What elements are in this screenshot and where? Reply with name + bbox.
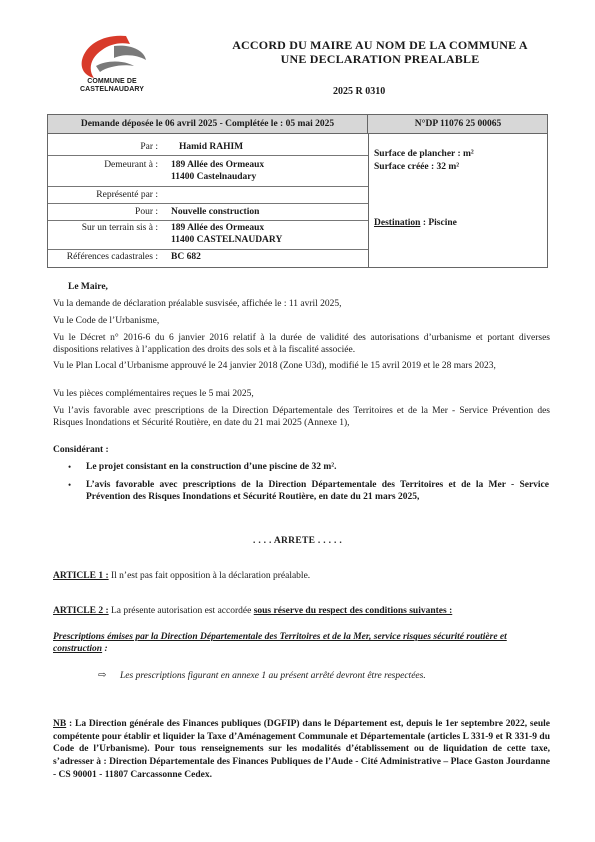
dp-number: N°DP 11076 25 00065	[414, 119, 502, 129]
logo-text-line2: CASTELNAUDARY	[79, 86, 145, 94]
label-demeurant: Demeurant à :	[104, 160, 158, 170]
article2-text: La présente autorisation est accordée	[108, 606, 254, 616]
row-separator	[48, 186, 368, 187]
label-pour: Pour :	[135, 207, 158, 217]
row-separator	[48, 203, 368, 204]
table-header	[48, 115, 547, 134]
title-line1: ACCORD DU MAIRE AU NOM DE LA COMMUNE A	[232, 38, 528, 52]
reference-number: 2025 R 0310	[333, 86, 386, 97]
bullet-icon: •	[68, 462, 72, 472]
prescriptions-title: Prescriptions émises par la Direction Départementale des Territoires et de la Mer, service risques sécurité routière et construction	[53, 632, 507, 654]
article-2	[53, 606, 550, 618]
document-title	[200, 39, 560, 67]
row-separator	[48, 249, 368, 250]
article2-title: ARTICLE 2 :	[53, 606, 109, 616]
value-terrain-line2: 11400 CASTELNAUDARY	[171, 235, 283, 245]
logo-text	[62, 78, 162, 94]
considerant-item-2: L’avis favorable avec prescriptions de la Direction Départementale des Territoires et de la Mer - Service Prévention des Risques Inondations et Sécurité Routière, en date du 21 mars 2025,	[86, 480, 549, 502]
destination-label: Destination	[374, 218, 421, 228]
nb-note	[53, 718, 550, 781]
le-maire: Le Maire,	[68, 282, 108, 292]
logo-text-line1: COMMUNE DE	[87, 78, 137, 85]
value-terrain-line1: 189 Allée des Ormeaux	[171, 223, 265, 233]
considerant-item-1: Le projet consistant en la construction d’une piscine de 32 m².	[86, 462, 337, 472]
value-address-line2: 11400 Castelnaudary	[171, 172, 257, 182]
article2-emphasis: sous réserve du respect des conditions suivantes :	[253, 606, 453, 616]
surface-creee: Surface créée : 32 m²	[374, 162, 460, 172]
title-line2: UNE DECLARATION PREALABLE	[280, 51, 480, 66]
label-cadastre: Références cadastrales :	[66, 252, 158, 262]
vu-code: Vu le Code de l’Urbanisme,	[53, 316, 160, 326]
article-1	[53, 571, 550, 583]
label-terrain: Sur un terrain sis à :	[81, 223, 158, 233]
value-purpose: Nouvelle construction	[171, 207, 260, 217]
nb-label: NB	[53, 719, 67, 729]
article1-text: Il n’est pas fait opposition à la déclaration préalable.	[108, 571, 311, 581]
label-par: Par :	[140, 142, 158, 152]
value-applicant: Hamid RAHIM	[179, 142, 244, 152]
prescriptions-text: Les prescriptions figurant en annexe 1 au présent arrêté devront être respectées.	[120, 671, 426, 681]
surface-plancher: Surface de plancher : m²	[374, 149, 474, 159]
value-address-line1: 189 Allée des Ormeaux	[171, 160, 265, 170]
vu-decret: Vu le Décret n° 2016-6 du 6 janvier 2016 relatif à la durée de validité des autorisations d’urbanisme et portant diverses dispositions relatives à l’application des droits des sols et à la fiscalité associée.	[53, 333, 550, 355]
vu-plu: Vu le Plan Local d’Urbanisme approuvé le 24 janvier 2018 (Zone U3d), modifié le 15 avril 2019 et le 28 mars 2023,	[53, 361, 496, 371]
prescriptions-colon: :	[102, 643, 108, 654]
vu-avis: Vu l’avis favorable avec prescriptions de la Direction Départementale des Territoires et de la Mer - Service Prévention des Risques Inondations et Sécurité Routière, en date du 21 mai 2025 (Annexe 1),	[53, 406, 550, 428]
destination-value: : Piscine	[420, 218, 457, 228]
label-represente: Représenté par :	[96, 190, 158, 200]
application-info-table	[47, 114, 548, 268]
considerant-heading: Considérant :	[53, 445, 109, 455]
bullet-icon: •	[68, 480, 72, 490]
vu-demande: Vu la demande de déclaration préalable susvisée, affichée le : 11 avril 2025,	[53, 299, 342, 309]
nb-text: : La Direction générale des Finances publiques (DGFIP) dans le Département est, depuis le 1er septembre 2022, seule compétente pour établir et liquider la Taxe d’Aménagement Communale et Départementale (articles L 331-9 et R 331-9 du Code de l’Urbanisme). Pour tous renseignements sur les modalités d’établissement ou de liquidation de cette taxe, s’adresser à : Direction Départementale des Finances Publiques de l’Aude - Cité Administrative – Place Gaston Jourdanne - CS 90001 - 11807 Carcassonne Cedex.	[53, 719, 550, 780]
value-cadastre: BC 682	[171, 252, 201, 262]
column-divider	[368, 134, 369, 268]
article1-title: ARTICLE 1 :	[53, 571, 109, 581]
row-separator	[48, 155, 368, 156]
prescriptions-heading	[53, 632, 550, 656]
arrete-heading: . . . . ARRETE . . . . .	[252, 536, 343, 546]
arrow-right-icon: ⇨	[98, 670, 107, 681]
deposit-dates: Demande déposée le 06 avril 2025 - Complétée le : 05 mai 2025	[48, 115, 368, 133]
destination	[374, 218, 457, 230]
vu-pieces: Vu les pièces complémentaires reçues le 5 mai 2025,	[53, 389, 254, 399]
row-separator	[48, 220, 368, 221]
